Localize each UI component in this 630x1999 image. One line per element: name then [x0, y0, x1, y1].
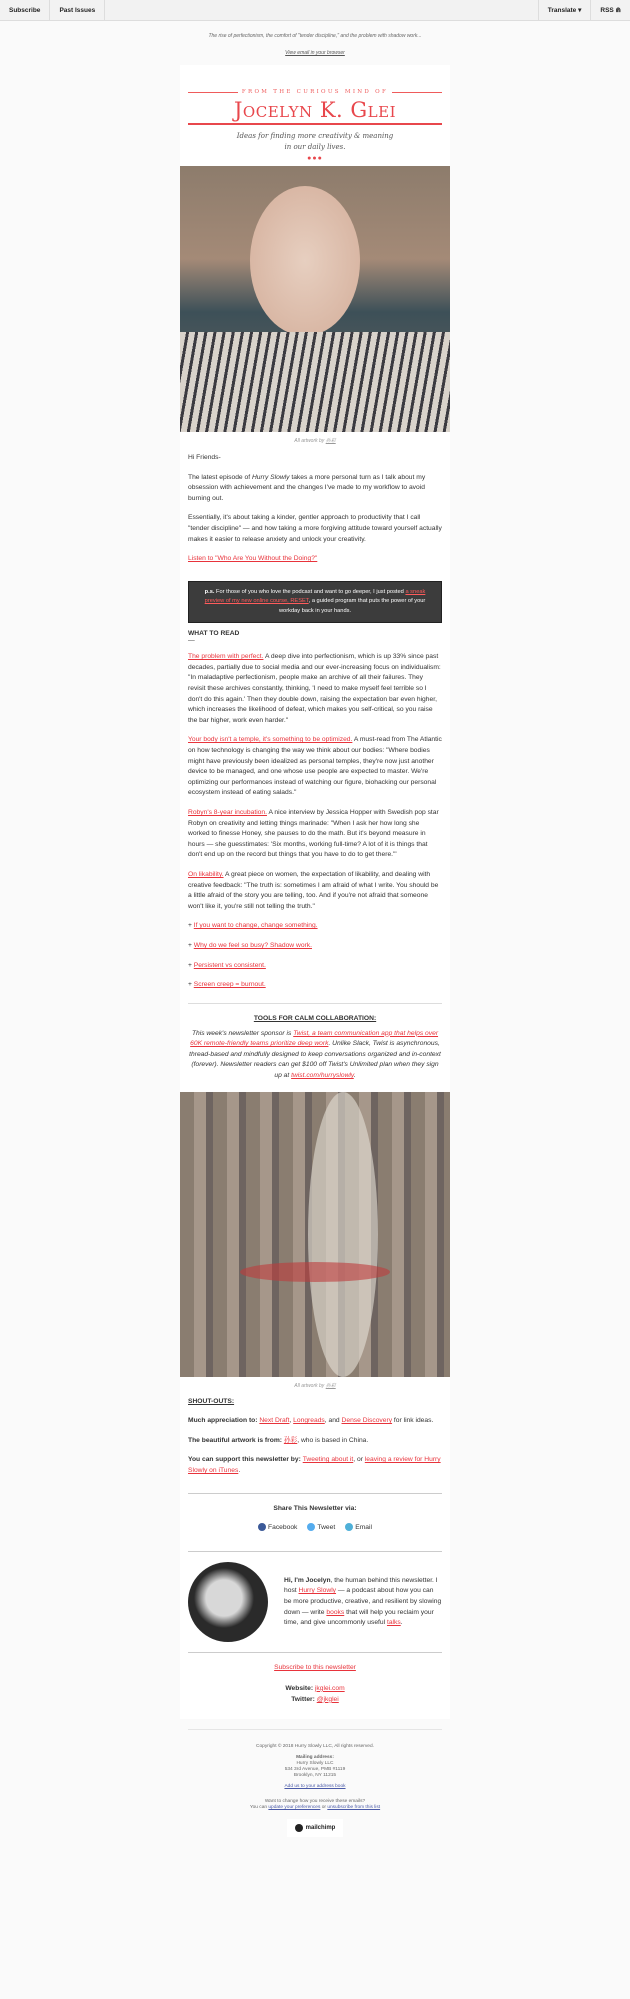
- text: A deep dive into perfectionism, which is up 33% since past decades, partially due to social media and our ever-increasing focus on individualism: "In maladaptive perfectionism, people make an archive of all their failures. They revisit these archives constantly, thinking, 'I need to make myself feel terrible so I don't do this again.' Then they double down, raising the expectation bar even higher, which increases the likelihood of defeat, which makes you self-critical, so you raise the bar higher, work even harder.": [188, 653, 441, 724]
- plus: +: [188, 922, 194, 930]
- masthead-name: Jocelyn K. Glei: [234, 98, 396, 122]
- subscribe-link[interactable]: Subscribe to this newsletter: [274, 1664, 356, 1672]
- read-item: [188, 652, 442, 726]
- tagline-line: in our daily lives.: [284, 143, 346, 151]
- plus: +: [188, 981, 194, 989]
- plus: +: [188, 961, 194, 969]
- tagline-line: Ideas for finding more creativity & meaning: [236, 132, 394, 140]
- bio-bold: Hi, I'm Jocelyn: [284, 1576, 331, 1584]
- text: — a podcast about how you can be more productive, creative, and resilient by slowing down — write: [284, 1587, 442, 1616]
- address-line: Hurry Slowly LLC: [296, 1760, 334, 1766]
- read-item: [188, 808, 442, 861]
- sponsor-link[interactable]: Twist, a team communication app that helps over 60K remote-friendly teams prioritize deep work: [190, 1029, 439, 1048]
- twitter-icon: [307, 1523, 315, 1531]
- divider: [188, 1652, 442, 1653]
- change-text: Want to change how you receive these emails?: [264, 1798, 366, 1804]
- share-tweet-button[interactable]: [307, 1523, 335, 1531]
- top-bar: [0, 0, 630, 21]
- text: , who is based in China.: [297, 1436, 369, 1444]
- unsubscribe-link[interactable]: unsubscribe from this list: [327, 1804, 381, 1810]
- text: for link ideas.: [392, 1417, 434, 1425]
- shoutout-line: [188, 1416, 442, 1427]
- article-link[interactable]: Robyn's 8-year incubation.: [188, 808, 267, 816]
- share-buttons: [188, 1523, 442, 1531]
- divider: [188, 1003, 442, 1004]
- read-item: [188, 735, 442, 799]
- section-title: WHAT TO READ: [188, 630, 240, 638]
- shoutout-line: [188, 1436, 442, 1447]
- text: ,: [289, 1417, 294, 1425]
- website-link[interactable]: jkglei.com: [314, 1684, 345, 1692]
- text: .: [353, 1072, 356, 1080]
- longreads-link[interactable]: Longreads: [293, 1417, 325, 1425]
- translate-dropdown[interactable]: Translate ▾: [538, 0, 591, 20]
- review-link[interactable]: leaving a review for Hurry Slowly on iTunes: [188, 1456, 441, 1475]
- intro-paragraph: [188, 473, 442, 505]
- address-line: 534 3rd Avenue, PMB #1119: [284, 1766, 346, 1772]
- email-icon: [345, 1523, 353, 1531]
- books-link[interactable]: books: [326, 1608, 345, 1616]
- nextdraft-link[interactable]: Next Draft: [259, 1417, 290, 1425]
- text: You can: [249, 1804, 269, 1810]
- podcast-name: Hurry Slowly: [251, 473, 290, 481]
- read-item: [188, 870, 442, 912]
- tagline: [188, 131, 442, 153]
- hurry-slowly-link[interactable]: Hurry Slowly: [298, 1587, 337, 1595]
- divider: [188, 1551, 442, 1552]
- text: . Unlike Slack, Twist is asynchronous, thread-based and mindfully designed to keep conversations organized and in-context (forever). Newsletter readers can get $100 off Twist's Unlimited plan when they sign up at: [189, 1040, 441, 1080]
- rss-link[interactable]: RSS ⋒: [590, 0, 630, 20]
- facebook-icon: [258, 1523, 266, 1531]
- listen-link[interactable]: Listen to "Who Are You Without the Doing?": [188, 555, 318, 563]
- label: Facebook: [268, 1523, 298, 1531]
- shoutout-line: [188, 1455, 442, 1476]
- masthead: [188, 65, 442, 162]
- email-body: [180, 65, 450, 1719]
- dash: —: [188, 637, 195, 645]
- past-issues-button[interactable]: Past Issues: [50, 0, 105, 20]
- bullet-item: [188, 961, 442, 972]
- author-avatar: [188, 1562, 268, 1642]
- text: , the human behind this newsletter. I host: [284, 1576, 438, 1595]
- text: takes a more personal turn as I talk about my obsession with achievement and the changes I've made to my workflow to avoid burning out.: [188, 473, 426, 502]
- label: Website:: [285, 1684, 315, 1692]
- text: , a guided program that puts the power of your workday back in your hands.: [278, 598, 426, 614]
- label: The beautiful artwork is from:: [188, 1436, 284, 1444]
- text: that will help you reclaim your time, and give uncommonly useful: [284, 1608, 434, 1627]
- second-artwork-image: [180, 1092, 450, 1377]
- bio-text: [284, 1576, 442, 1629]
- text: .: [400, 1619, 403, 1627]
- text: , and: [324, 1417, 342, 1425]
- caption-text: All artwork by: [294, 1382, 326, 1389]
- course-link[interactable]: a sneak preview of my new online course, RESET: [204, 588, 426, 605]
- copyright: Copyright © 2018 Hurry Slowly LLC, All rights reserved.: [256, 1743, 374, 1749]
- article-link[interactable]: On likability.: [188, 870, 224, 878]
- bullet-link[interactable]: Persistent vs consistent.: [193, 961, 266, 969]
- intro-paragraph: Essentially, it's about taking a kinder, gentler approach to productivity that I call "tender discipline" — and how taking a more forgiving attitude toward yourself actually makes it easier to release anxiety and unlock your creativity.: [188, 514, 442, 543]
- label: Tweet: [317, 1523, 336, 1531]
- twitter-link[interactable]: @jkglei: [316, 1695, 339, 1703]
- text: or: [320, 1804, 328, 1810]
- share-facebook-button[interactable]: [258, 1523, 297, 1531]
- text: This week's newsletter sponsor is: [191, 1029, 294, 1037]
- address-line: Brooklyn, NY 11215: [293, 1772, 337, 1778]
- mailchimp-badge[interactable]: [287, 1819, 344, 1837]
- artwork-caption: [188, 437, 442, 444]
- artist-link[interactable]: 孙彩: [325, 1382, 336, 1389]
- spacer: [105, 0, 538, 20]
- label: Email: [355, 1523, 372, 1531]
- section-title: SHOUT-OUTS:: [188, 1397, 235, 1405]
- sponsor-url-link[interactable]: twist.com/hurryslowly: [291, 1072, 354, 1080]
- label: You can support this newsletter by:: [188, 1456, 303, 1464]
- label: Much appreciation to:: [188, 1417, 260, 1425]
- kicker-text: FROM THE CURIOUS MIND OF: [241, 89, 389, 95]
- bullet-item: [188, 980, 442, 991]
- greeting: Hi Friends-: [188, 454, 221, 461]
- text: A must-read from The Atlantic on how technology is changing the way we think about our bodies: "Where bodies might have previously been idealized as personal temples, they're now just another device to be managed, and one whose use people are expected to master. We're optimizing our performances instead of watching our figure, biohacking our personal ecosystem instead of eating salads.": [188, 736, 442, 797]
- preheader-text: The rise of perfectionism, the comfort of "tender discipline," and the problem with shadow work...: [208, 33, 422, 39]
- plus: +: [188, 941, 194, 949]
- mailchimp-logo-icon: [295, 1824, 303, 1832]
- bullet-item: [188, 941, 442, 952]
- dots-ornament: ●●●: [307, 155, 323, 162]
- divider: [188, 123, 442, 125]
- artist-link[interactable]: 孙彩: [325, 438, 336, 444]
- ps-label: p.s.: [204, 588, 215, 595]
- preferences-link[interactable]: update your preferences: [268, 1804, 321, 1810]
- bullet-link[interactable]: Screen creep = burnout.: [193, 981, 266, 989]
- share-email-button[interactable]: [345, 1523, 372, 1531]
- mailchimp-label: mailchimp: [305, 1824, 336, 1831]
- view-in-browser-link[interactable]: View email in your browser: [285, 50, 345, 56]
- label: Twitter:: [291, 1695, 317, 1703]
- author-bio: [188, 1562, 442, 1642]
- bullet-link[interactable]: If you want to change, change something.: [193, 922, 318, 930]
- masthead-kicker: [188, 89, 442, 95]
- divider: [188, 1493, 442, 1494]
- dense-discovery-link[interactable]: Dense Discovery: [341, 1417, 393, 1425]
- bullet-item: [188, 921, 442, 932]
- article-link[interactable]: The problem with perfect.: [188, 653, 264, 661]
- section-title: TOOLS FOR CALM COLLABORATION:: [253, 1014, 377, 1022]
- text: The latest episode of: [188, 473, 252, 481]
- preferences-line: [188, 1805, 442, 1811]
- tweet-link[interactable]: Tweeting about it: [302, 1456, 354, 1464]
- hero-artwork-image: [180, 166, 450, 432]
- caption-text: All artwork by: [294, 438, 326, 444]
- article-link[interactable]: Your body isn't a temple, it's something to be optimized.: [188, 736, 353, 744]
- sponsor-paragraph: [188, 1029, 442, 1082]
- text: For those of you who love the podcast and want to go deeper, I just posted: [214, 588, 406, 595]
- text: .: [238, 1467, 241, 1475]
- text: , or: [353, 1456, 365, 1464]
- address-book-link[interactable]: Add us to your address book: [284, 1783, 346, 1789]
- text: A great piece on women, the expectation of likability, and dealing with creative feedback: "The truth is: sometimes I am afraid of what I write. You should be a little afraid of the story you are telling, too. And if you're not afraid that someone won't like it, you're still not telling the truth.": [188, 870, 439, 910]
- bullet-link[interactable]: Why do we feel so busy? Shadow work.: [193, 941, 312, 949]
- mailing-label: Mailing address:: [296, 1754, 334, 1760]
- website-line: [188, 1683, 442, 1705]
- share-title: Share This Newsletter via:: [273, 1504, 357, 1512]
- subscribe-button[interactable]: Subscribe: [0, 0, 50, 20]
- text: A nice interview by Jessica Hopper with Swedish pop star Robyn on creativity and letting things marinade: "When I ask her how long she worked to finesse Honey, she pauses to do the math. But it's beyond measure in hours — she guesstimates: 'Six months, working full-time? A lot of it is things that don't end up on the record but things that you have to do to get there.'": [188, 808, 439, 859]
- artist-link[interactable]: 孙彩: [283, 1436, 298, 1444]
- artwork-caption: [188, 1382, 442, 1389]
- talks-link[interactable]: talks: [386, 1619, 401, 1627]
- footer: [188, 1729, 442, 1837]
- ps-box: [188, 581, 442, 624]
